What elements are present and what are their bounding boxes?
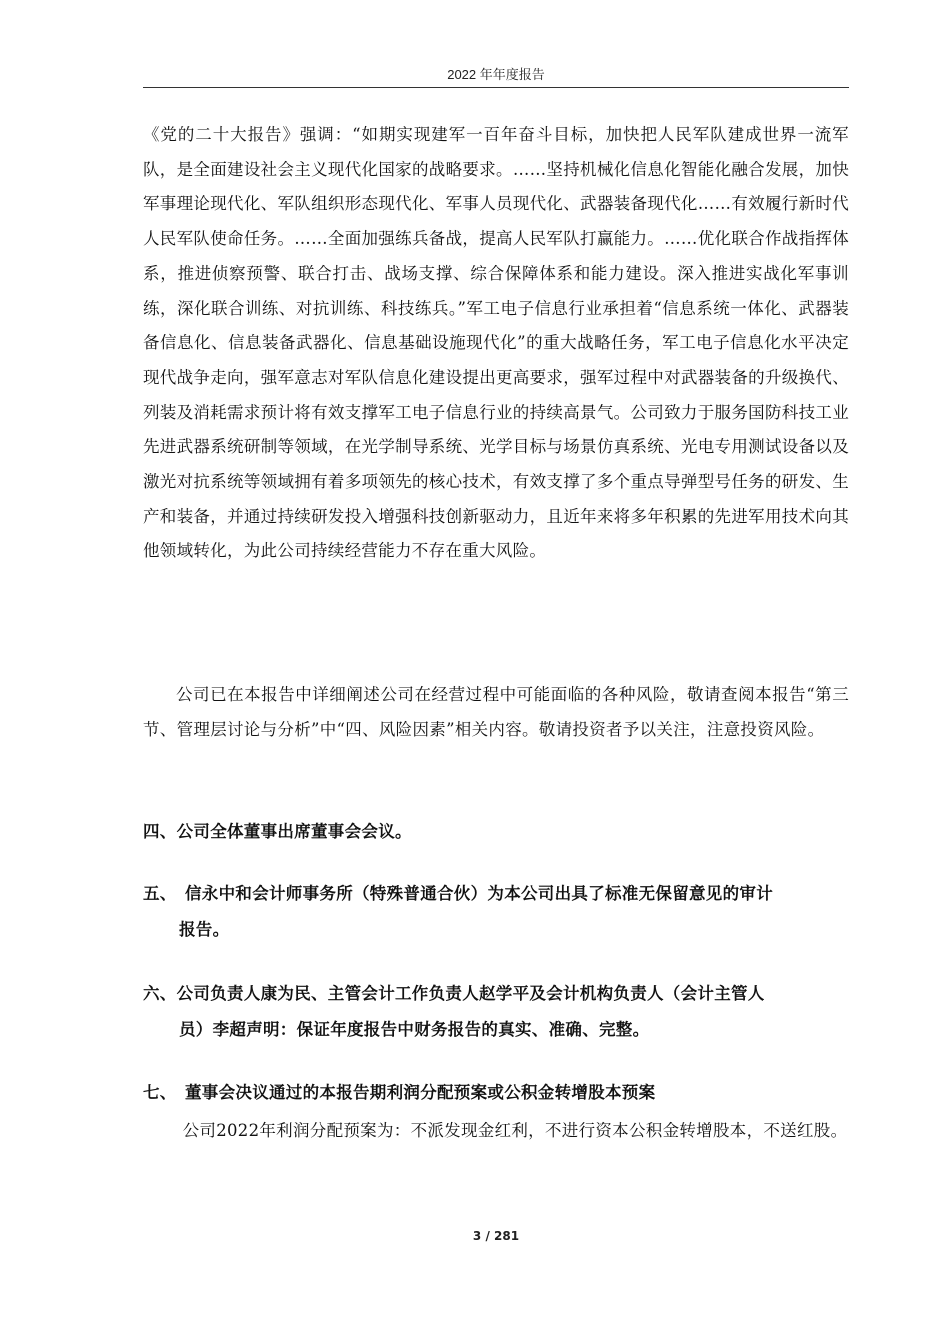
section-four-text: 公司全体董事出席董事会会议。 xyxy=(176,822,412,841)
page-header-title: 2022 年年度报告 xyxy=(447,67,545,82)
header-divider xyxy=(143,87,849,88)
section-four-heading xyxy=(143,814,849,850)
section-seven-heading xyxy=(143,1075,849,1111)
section-seven-text: 董事会决议通过的本报告期利润分配预案或公积金转增股本预案 xyxy=(185,1083,656,1102)
section-six-line2: 员）李超声明：保证年度报告中财务报告的真实、准确、完整。 xyxy=(179,1020,650,1039)
section-five-line1: 信永中和会计师事务所（特殊普通合伙）为本公司出具了标准无保留意见的审计 xyxy=(185,884,773,903)
section-five-number: 五、 xyxy=(143,884,177,903)
paragraph-strategy-context: 《党的二十大报告》强调：“如期实现建军一百年奋斗目标，加快把人民军队建成世界一流军队，是全面建设社会主义现代化国家的战略要求。……坚持机械化信息化智能化融合发展，加快军事理论现代化、军队组织形态现代化、军事人员现代化、武器装备现代化……有效履行新时代人民军队使命任务。……全面加强练兵备战，提高人民军队打赢能力。……优化联合作战指挥体系，推进侦察预警、联合打击、战场支撑、综合保障体系和能力建设。深入推进实战化军事训练，深化联合训练、对抗训练、科技练兵。”军工电子信息行业承担着“信息系统一体化、武器装备信息化、信息装备武器化、信息基础设施现代化”的重大战略任务，军工电子信息化水平决定现代战争走向，强军意志对军队信息化建设提出更高要求，强军过程中对武器装备的升级换代、列装及消耗需求预计将有效支撑军工电子信息行业的持续高景气。公司致力于服务国防科技工业先进武器系统研制等领域，在光学制导系统、光学目标与场景仿真系统、光电专用测试设备以及激光对抗系统等领域拥有着多项领先的核心技术，有效支撑了多个重点导弹型号任务的研发、生产和装备，并通过持续研发投入增强科技创新驱动力，且近年来将多年积累的先进军用技术向其他领域转化，为此公司持续经营能力不存在重大风险。 xyxy=(143,125,849,561)
section-six-heading xyxy=(143,976,849,1048)
paragraph-risk-notice: 公司已在本报告中详细阐述公司在经营过程中可能面临的各种风险，敬请查阅本报告“第三节、管理层讨论与分析”中“四、风险因素”相关内容。敬请投资者予以关注，注意投资风险。 xyxy=(143,685,849,739)
section-seven-number: 七、 xyxy=(143,1083,177,1102)
paragraph-profit-distribution: 公司2022年利润分配预案为：不派发现金红利，不进行资本公积金转增股本，不送红股。 xyxy=(182,1121,848,1140)
section-six-number: 六、 xyxy=(143,984,177,1003)
section-five-heading xyxy=(143,876,849,948)
section-five-line2: 报告。 xyxy=(179,920,230,939)
section-six-line1: 公司负责人康为民、主管会计工作负责人赵学平及会计机构负责人（会计主管人 xyxy=(176,984,765,1003)
page-number: 3 / 281 xyxy=(472,1229,520,1243)
section-four-number: 四、 xyxy=(143,822,177,841)
